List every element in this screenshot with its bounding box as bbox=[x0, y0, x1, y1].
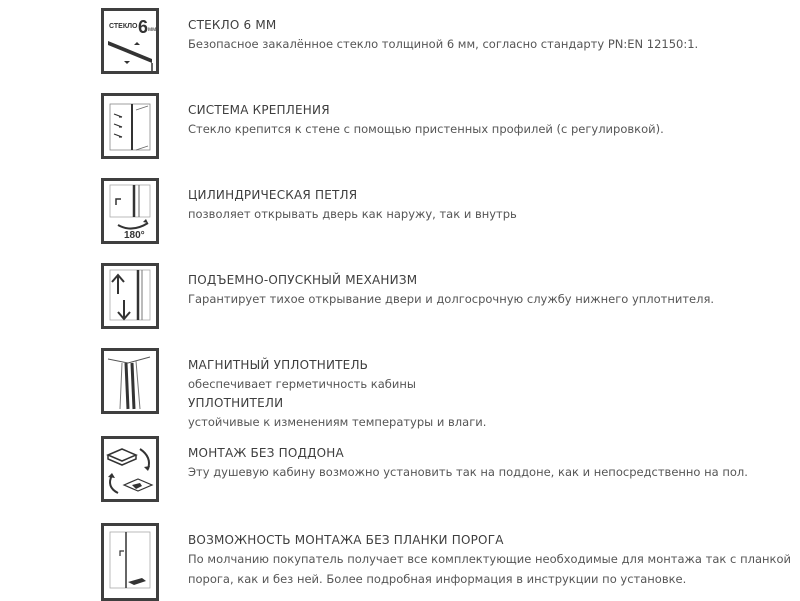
feature-title: СТЕКЛО 6 ММ bbox=[188, 18, 277, 32]
lift-mechanism-icon bbox=[101, 263, 159, 329]
feature-title: СИСТЕМА КРЕПЛЕНИЯ bbox=[188, 103, 330, 117]
feature-desc: Безопасное закалённое стекло толщиной 6 мм, согласно стандарту PN:EN 12150:1. bbox=[188, 37, 699, 51]
no-threshold-icon bbox=[101, 523, 159, 601]
icon-glass-unit: мм bbox=[148, 27, 156, 33]
wall-mount-icon bbox=[101, 93, 159, 159]
glass-6mm-icon bbox=[101, 8, 159, 74]
icon-glass-label: СТЕКЛО bbox=[109, 23, 138, 30]
feature-hinge-text bbox=[188, 186, 791, 224]
hinge-180-icon bbox=[101, 178, 159, 244]
feature-lift-text bbox=[188, 271, 791, 309]
feature-desc: Стекло крепится к стене с помощью пристенных профилей (с регулировкой). bbox=[188, 122, 664, 136]
feature-desc: обеспечивает герметичность кабины bbox=[188, 377, 416, 391]
feature-subdesc: устойчивые к изменениям температуры и влаги. bbox=[188, 415, 487, 429]
feature-seal-text bbox=[188, 356, 791, 432]
feature-desc: Эту душевую кабину возможно установить так на поддоне, как и непосредственно на пол. bbox=[188, 465, 748, 479]
feature-title: ПОДЪЕМНО-ОПУСКНЫЙ МЕХАНИЗМ bbox=[188, 273, 418, 287]
feature-no-tray-text bbox=[188, 444, 791, 482]
feature-title: ВОЗМОЖНОСТЬ МОНТАЖА БЕЗ ПЛАНКИ ПОРОГА bbox=[188, 533, 504, 547]
feature-mounting-text bbox=[188, 101, 791, 139]
feature-title: МАГНИТНЫЙ УПЛОТНИТЕЛЬ bbox=[188, 358, 369, 372]
feature-title: ЦИЛИНДРИЧЕСКАЯ ПЕТЛЯ bbox=[188, 188, 358, 202]
icon-hinge-label: 180° bbox=[124, 230, 145, 241]
no-tray-mount-icon bbox=[101, 436, 159, 502]
feature-glass-text bbox=[188, 16, 791, 54]
feature-desc: По молчанию покупатель получает все комплектующие необходимые для монтажа так с планкой порога, как и без ней. Более подробная информация в инструкции по установке. bbox=[188, 552, 791, 586]
magnetic-seal-icon bbox=[101, 348, 159, 414]
icon-glass-number: 6 bbox=[138, 17, 149, 37]
feature-no-threshold-text bbox=[188, 531, 791, 589]
feature-desc: позволяет открывать дверь как наружу, так и внутрь bbox=[188, 207, 517, 221]
feature-desc: Гарантирует тихое открывание двери и долгосрочную службу нижнего уплотнителя. bbox=[188, 292, 715, 306]
feature-subtitle: УПЛОТНИТЕЛИ bbox=[188, 396, 284, 410]
feature-title: МОНТАЖ БЕЗ ПОДДОНА bbox=[188, 446, 344, 460]
